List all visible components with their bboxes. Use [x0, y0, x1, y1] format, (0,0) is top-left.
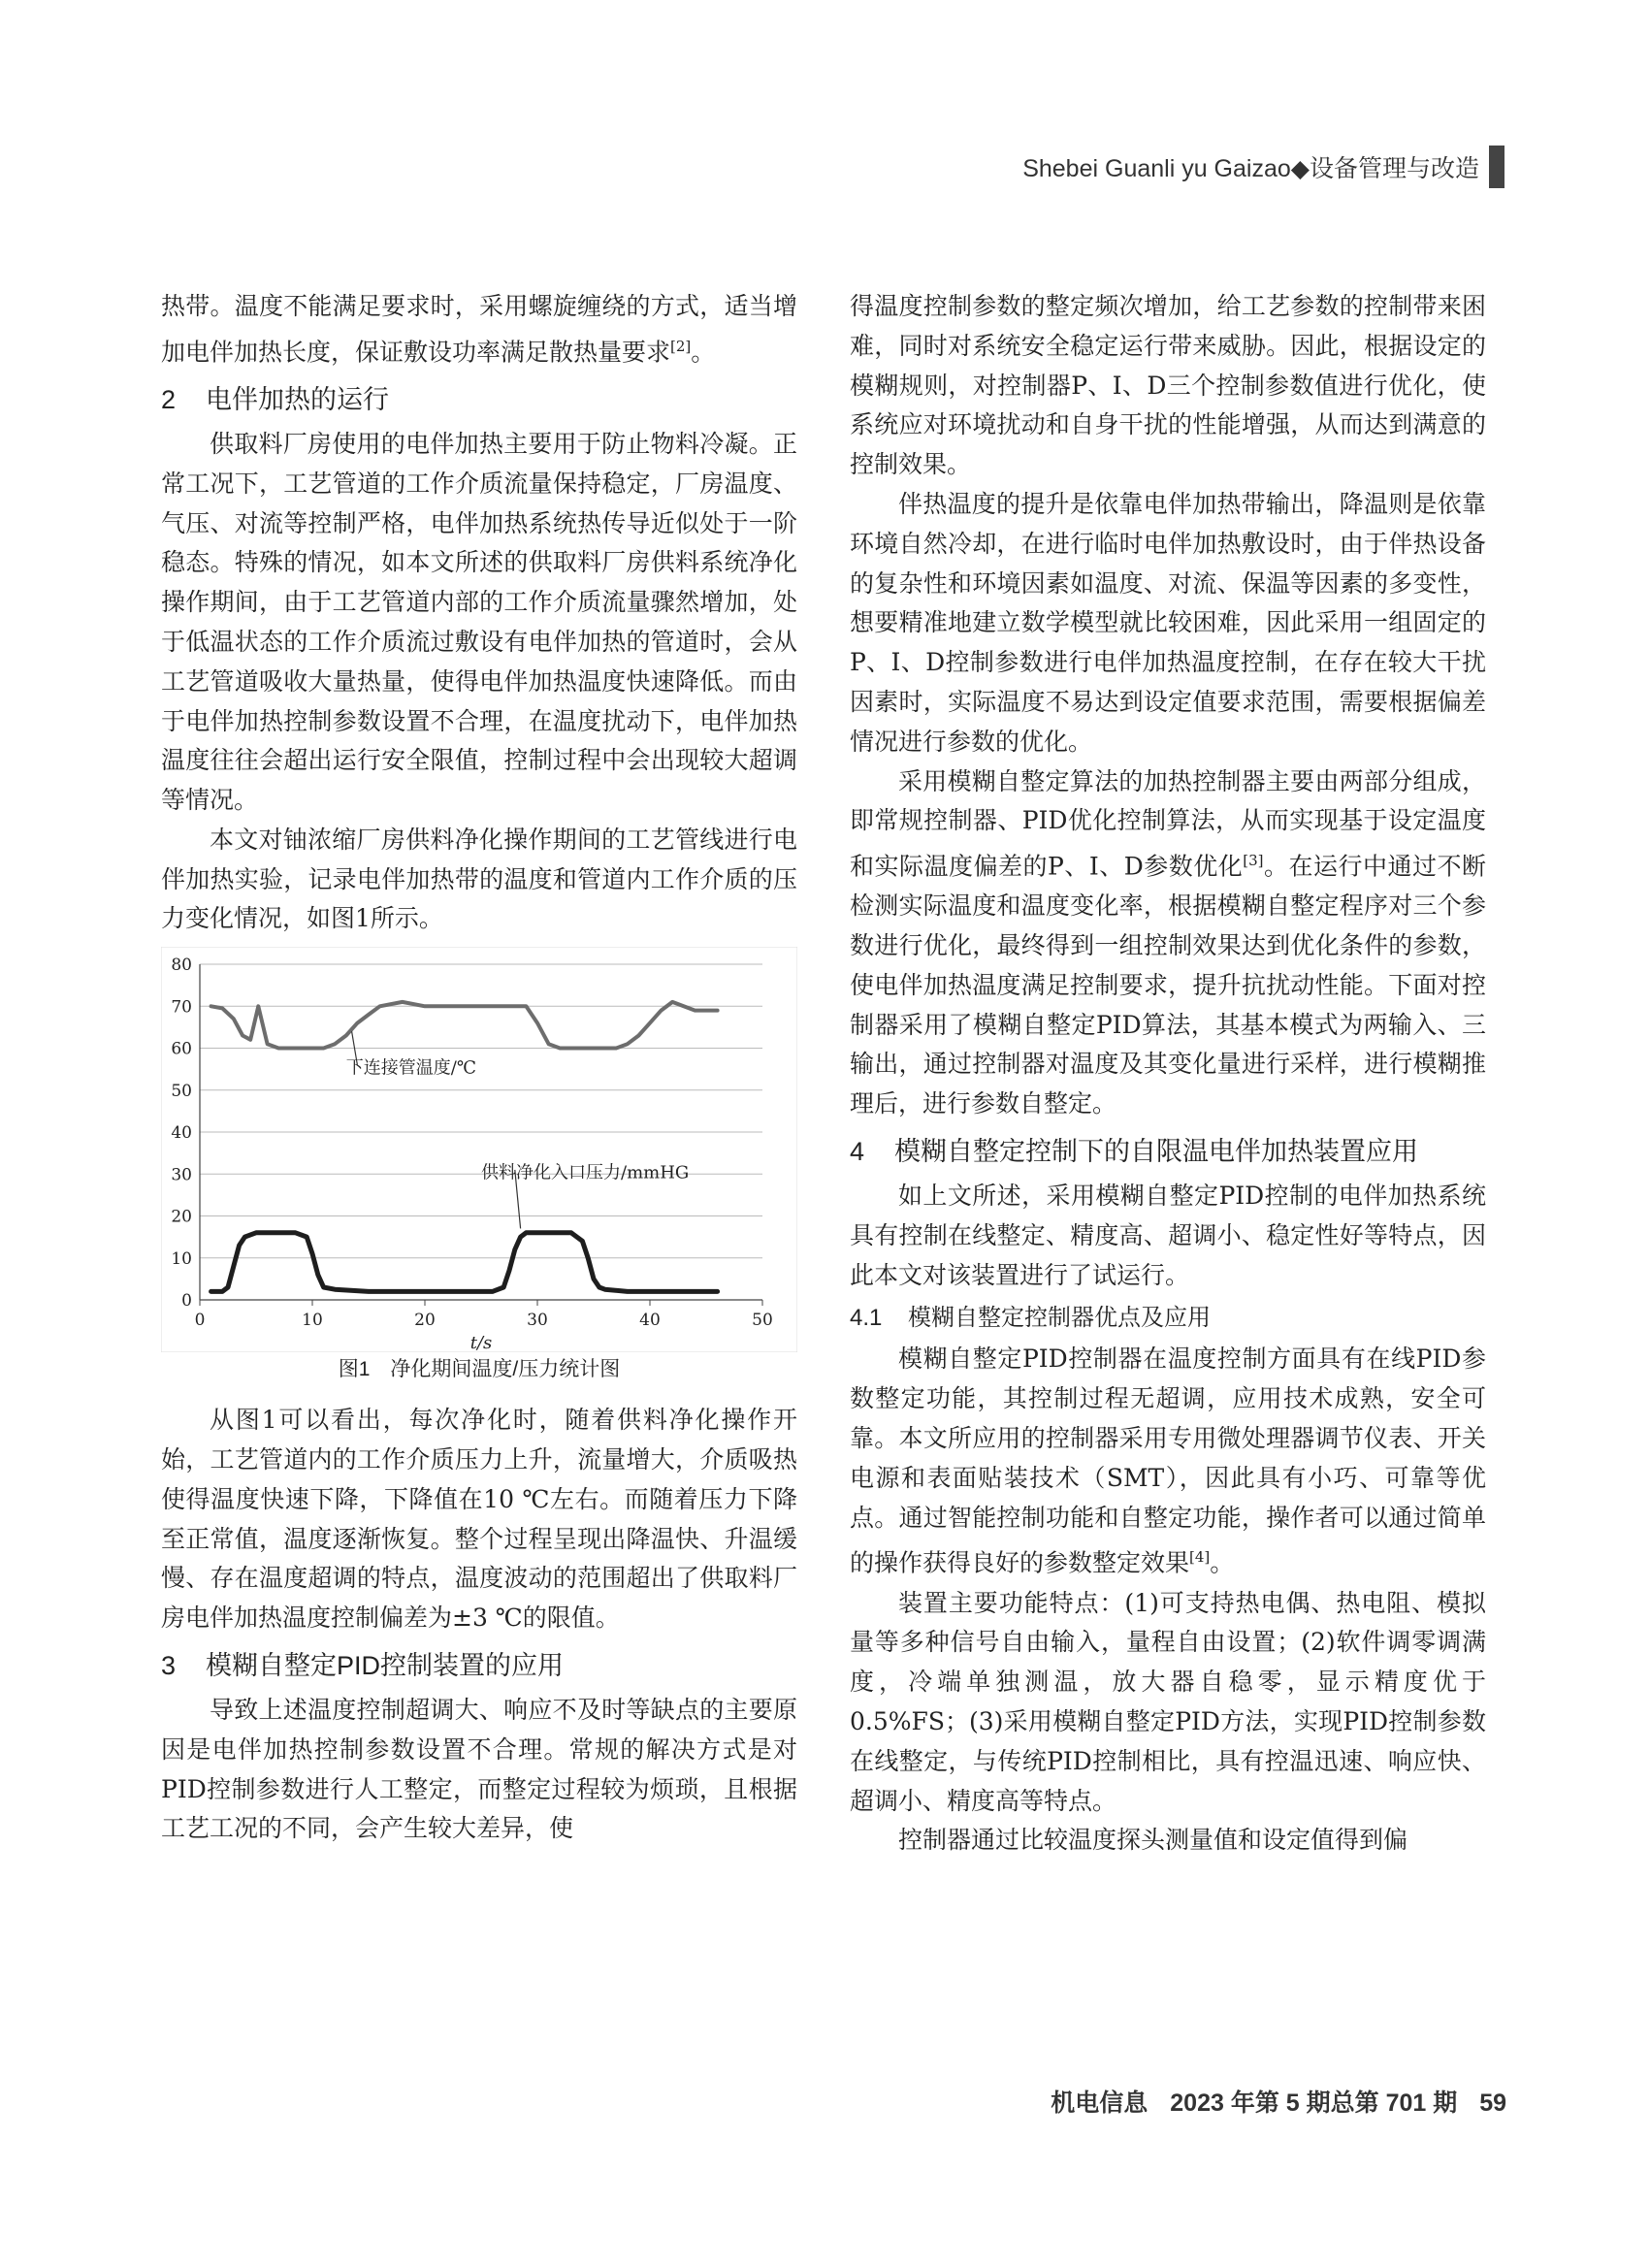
left-column [161, 287, 797, 1849]
x-tick-label: 30 [527, 1311, 548, 1331]
right-paragraph-4: 如上文所述，采用模糊自整定PID控制的电伴加热系统具有控制在线整定、精度高、超调小、稳定性好等特点，因此本文对该装置进行了试运行。 [850, 1182, 1486, 1289]
running-header [1022, 146, 1504, 188]
figure-1-caption: 图1 净化期间温度/压力统计图 [338, 1358, 621, 1381]
right-paragraph-3: 采用模糊自整定算法的加热控制器主要由两部分组成，即常规控制器、PID优化控制算法，从而实现基于设定温度和实际温度偏差的P、I、D参数优化[3]。在运行中通过不断检测实际温度和温度变化率，根据模糊自整定程序对三个参数进行优化，最终得到一组控制效果达到优化条件的参数，使电伴加热温度满足控制要求，提升抗扰动性能。下面对控制器采用了模糊自整定PID算法，其基本模式为两输入、三输出，通过控制器对温度及其变化量进行采样，进行模糊推理后，进行参数自整定。 [850, 766, 1486, 1118]
left-paragraph-0: 热带。温度不能满足要求时，采用螺旋缠绕的方式，适当增加电伴加热长度，保证敷设功率满足散热量要求[2]。 [161, 292, 797, 367]
section-4-heading: 4 模糊自整定控制下的自限温电伴加热装置应用 [850, 1137, 1418, 1167]
left-paragraph-3: 从图1可以看出，每次净化时，随着供料净化操作开始，工艺管道内的工作介质压力上升，流量增大，介质吸热使得温度快速下降，下降值在10 ℃左右。而随着压力下降至正常值，温度逐渐恢复。整个过程呈现出降温快、升温缓慢、存在温度超调的特点，温度波动的范围超出了供取料厂房电伴加热温度控制偏差为±3 ℃的限值。 [161, 1406, 797, 1633]
section-4-1-heading: 4.1 模糊自整定控制器优点及应用 [850, 1305, 1211, 1332]
x-axis-label: t/s [469, 1333, 493, 1353]
annotation-temperature-label: 下连接管温度/℃ [345, 1057, 477, 1079]
y-tick-label: 60 [171, 1039, 192, 1059]
section-3-heading: 3 模糊自整定PID控制装置的应用 [161, 1651, 565, 1681]
x-tick-label: 0 [194, 1311, 206, 1331]
y-tick-label: 70 [171, 997, 192, 1018]
header-bar [1489, 146, 1504, 188]
y-tick-label: 30 [171, 1165, 192, 1185]
x-tick-label: 40 [639, 1311, 661, 1331]
y-tick-label: 50 [171, 1082, 192, 1102]
right-paragraph-2: 伴热温度的提升是依靠电伴加热带输出，降温则是依靠环境自然冷却，在进行临时电伴加热敷设时，由于伴热设备的复杂性和环境因素如温度、对流、保温等因素的多变性，想要精准地建立数学模型就比较困难，因此采用一组固定的P、I、D控制参数进行电伴加热温度控制，在存在较大干扰因素时，实际温度不易达到设定值要求范围，需要根据偏差情况进行参数的优化。 [850, 489, 1486, 756]
right-paragraph-5: 模糊自整定PID控制器在温度控制方面具有在线PID参数整定功能，其控制过程无超调，应用技术成熟，安全可靠。本文所应用的控制器采用专用微处理器调节仪表、开关电源和表面贴装技术（SMT），因此具有小巧、可靠等优点。通过智能控制功能和自整定功能，操作者可以通过简单的操作获得良好的参数整定效果[4]。 [850, 1345, 1486, 1577]
footer-issue: 2023 年第 5 期总第 701 期 [1170, 2090, 1458, 2117]
x-tick-label: 10 [302, 1311, 323, 1331]
x-tick-label: 50 [752, 1311, 773, 1331]
right-paragraph-6: 装置主要功能特点：(1)可支持热电偶、热电阻、模拟量等多种信号自由输入，量程自由设置；(2)软件调零调满度，冷端单独测温，放大器自稳零，显示精度优于0.5%FS；(3)采用模糊自整定PID方法，实现PID控制参数在线整定，与传统PID控制相比，具有控温迅速、响应快、超调小、精度高等特点。 [850, 1588, 1486, 1815]
page-footer [1035, 2084, 1506, 2119]
x-tick-label: 20 [414, 1311, 436, 1331]
y-tick-label: 0 [181, 1291, 192, 1312]
figure-1 [161, 947, 797, 1352]
y-tick-label: 10 [171, 1249, 192, 1270]
figure-1-chart [161, 947, 797, 1352]
right-column [850, 287, 1486, 1861]
y-tick-label: 40 [171, 1123, 192, 1144]
footer-page-number: 59 [1479, 2090, 1506, 2117]
y-tick-label: 80 [171, 956, 192, 976]
footer-journal: 机电信息 [1051, 2090, 1149, 2117]
header-text: Shebei Guanli yu Gaizao◆设备管理与改造 [1022, 155, 1479, 182]
right-paragraph-7: 控制器通过比较温度探头测量值和设定值得到偏 [898, 1826, 1408, 1855]
y-tick-label: 20 [171, 1207, 192, 1227]
right-paragraph-1: 得温度控制参数的整定频次增加，给工艺参数的控制带来困难，同时对系统安全稳定运行带来威胁。因此，根据设定的模糊规则，对控制器P、I、D三个控制参数值进行优化，使系统应对环境扰动和自身干扰的性能增强，从而达到满意的控制效果。 [850, 292, 1486, 479]
section-2-heading: 2 电伴加热的运行 [161, 384, 389, 414]
left-paragraph-1: 供取料厂房使用的电伴加热主要用于防止物料冷凝。正常工况下，工艺管道的工作介质流量保持稳定，厂房温度、气压、对流等控制严格，电伴加热系统热传导近似处于一阶稳态。特殊的情况，如本文所述的供取料厂房供料系统净化操作期间，由于工艺管道内部的工作介质流量骤然增加，处于低温状态的工作介质流过敷设有电伴加热的管道时，会从工艺管道吸收大量热量，使得电伴加热温度快速降低。而由于电伴加热控制参数设置不合理，在温度扰动下，电伴加热温度往往会超出运行安全限值，控制过程中会出现较大超调等情况。 [161, 429, 797, 815]
annotation-pressure-label: 供料净化入口压力/mmHG [481, 1162, 690, 1183]
left-paragraph-4: 导致上述温度控制超调大、响应不及时等缺点的主要原因是电伴加热控制参数设置不合理。常规的解决方式是对PID控制参数进行人工整定，而整定过程较为烦琐，且根据工艺工况的不同，会产生较大差异，使 [161, 1696, 797, 1843]
left-paragraph-2: 本文对铀浓缩厂房供料净化操作期间的工艺管线进行电伴加热实验，记录电伴加热带的温度和管道内工作介质的压力变化情况，如图1所示。 [161, 825, 797, 933]
